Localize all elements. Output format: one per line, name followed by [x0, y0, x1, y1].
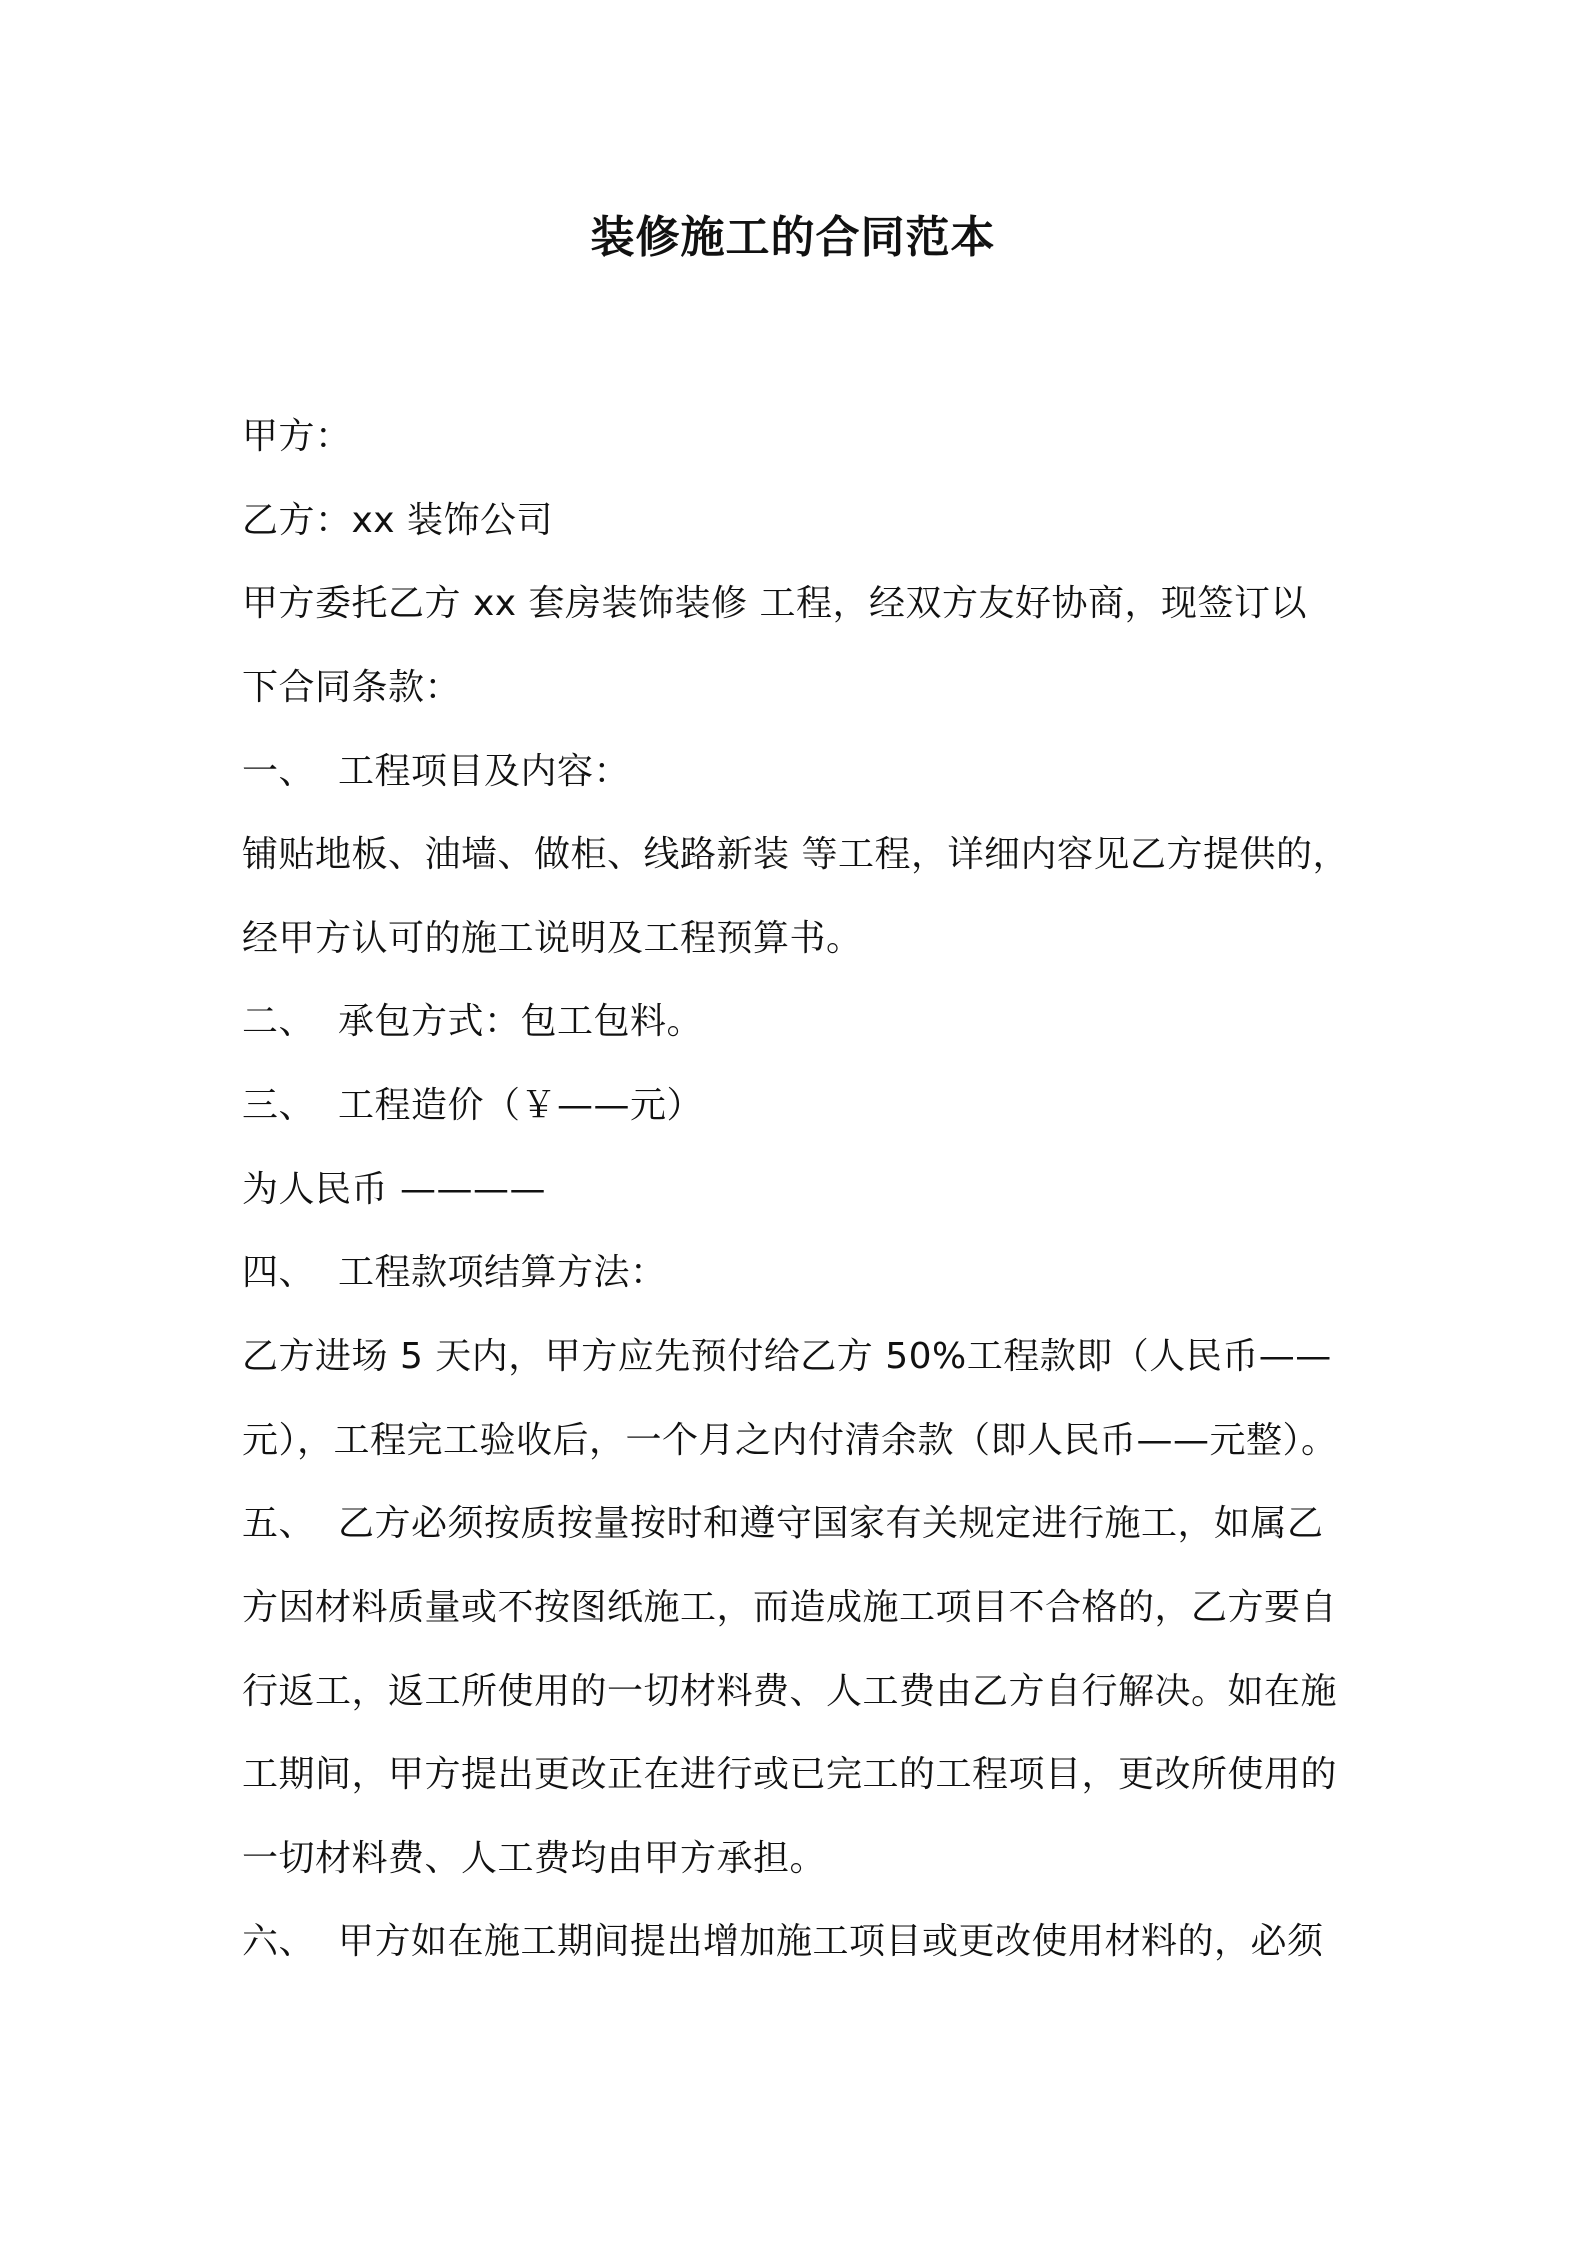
section-number: 三、 [242, 1085, 316, 1126]
section-text: 甲方如在施工期间提出增加施工项目或更改使用材料的，必须 [338, 1921, 1324, 1962]
section-text: 工程款项结算方法： [338, 1252, 667, 1293]
section-5-heading [242, 1500, 1324, 1548]
document-title: 装修施工的合同范本 [590, 212, 996, 263]
section-4-body-1: 乙方进场 5 天内，甲方应先预付给乙方 50%工程款即（人民币—— [242, 1336, 1332, 1377]
section-5-body-3: 工期间，甲方提出更改正在进行或已完工的工程项目，更改所使用的 [242, 1754, 1338, 1795]
section-3-body: 为人民币 ———— [242, 1169, 546, 1210]
section-number: 四、 [242, 1252, 316, 1293]
section-3-heading [242, 1082, 703, 1130]
section-4-heading [242, 1249, 667, 1297]
section-1-body-2: 经甲方认可的施工说明及工程预算书。 [242, 918, 863, 959]
section-5-body-2: 行返工，返工所使用的一切材料费、人工费由乙方自行解决。如在施 [242, 1671, 1338, 1712]
section-number: 六、 [242, 1921, 316, 1962]
section-number: 二、 [242, 1001, 316, 1042]
section-4-body-2: 元），工程完工验收后，一个月之内付清余款（即人民币——元整）。 [242, 1420, 1338, 1461]
party-b-line: 乙方：xx 装饰公司 [242, 500, 554, 541]
section-5-body-1: 方因材料质量或不按图纸施工，而造成施工项目不合格的，乙方要自 [242, 1587, 1338, 1628]
section-number: 五、 [242, 1503, 316, 1544]
section-text: 工程项目及内容： [338, 751, 631, 792]
section-6-heading [242, 1918, 1324, 1966]
section-text: 工程造价（￥——元） [338, 1085, 704, 1126]
section-1-heading [242, 748, 630, 796]
section-text: 承包方式：包工包料。 [338, 1001, 704, 1042]
section-number: 一、 [242, 751, 316, 792]
intro-line-2: 下合同条款： [242, 667, 462, 708]
party-a-line: 甲方： [242, 416, 352, 457]
section-text: 乙方必须按质按量按时和遵守国家有关规定进行施工，如属乙 [338, 1503, 1324, 1544]
intro-line-1: 甲方委托乙方 xx 套房装饰装修 工程，经双方友好协商，现签订以 [242, 583, 1307, 624]
section-2-heading [242, 998, 703, 1046]
section-5-body-4: 一切材料费、人工费均由甲方承担。 [242, 1838, 827, 1879]
section-1-body-1: 铺贴地板、油墙、做柜、线路新装 等工程，详细内容见乙方提供的， [242, 834, 1349, 875]
